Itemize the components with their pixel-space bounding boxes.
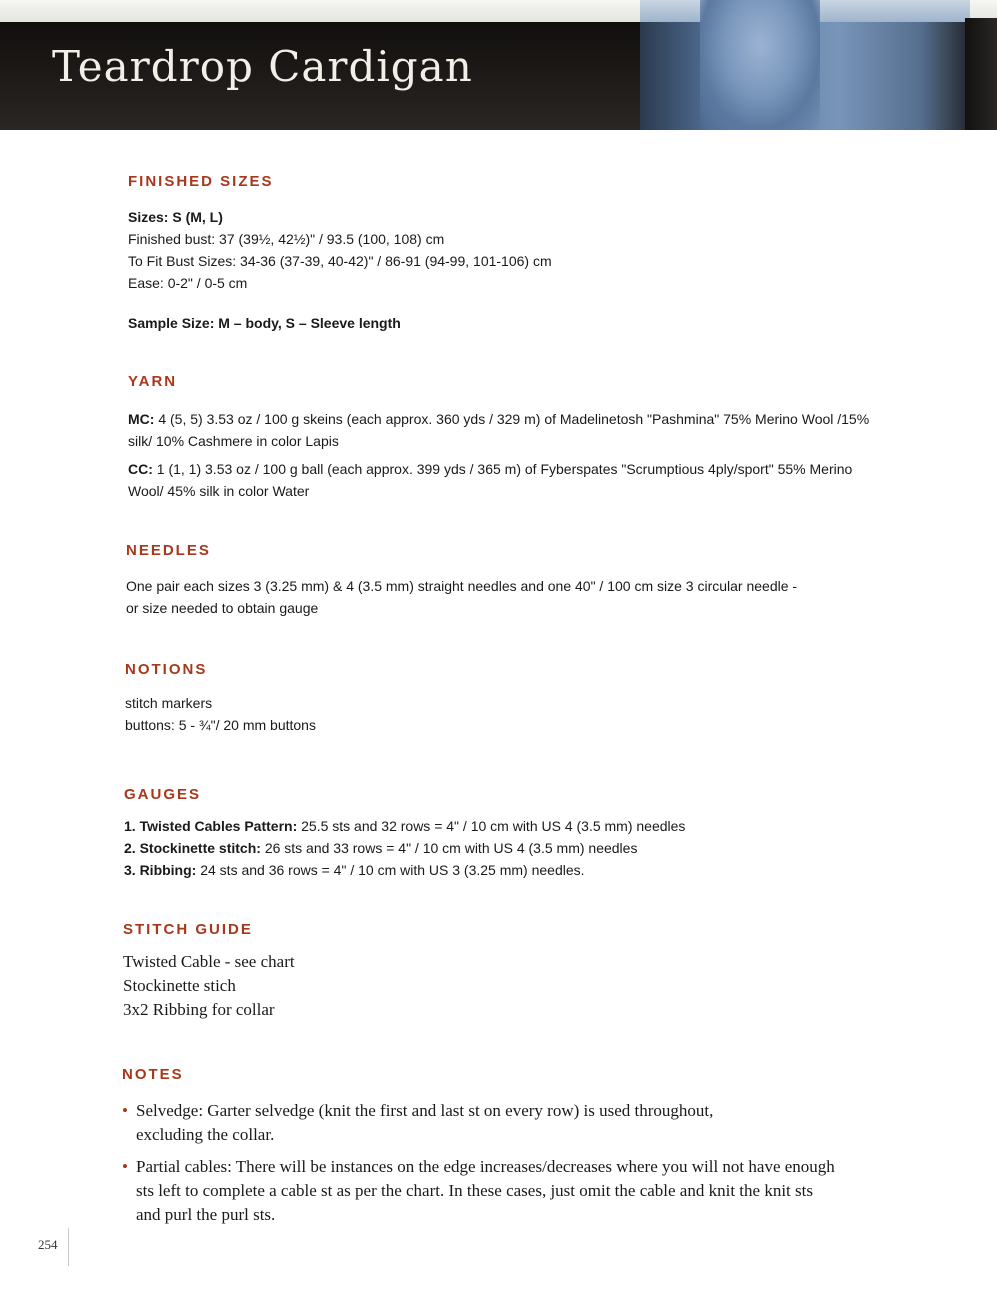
cc-text-1: 1 (1, 1) 3.53 oz / 100 g ball (each approx. 399 yds / 365 m) of Fyberspates "Scrumptious 4ply/sport" 55% Merino [156,461,853,477]
stitch-guide-heading: STITCH GUIDE [123,921,253,938]
gauge-text: 24 sts and 36 rows = 4" / 10 cm with US 3 (3.25 mm) needles. [200,862,585,878]
ease-line: Ease: 0-2" / 0-5 cm [128,275,248,291]
gauge-item [124,837,964,859]
page-number: 254 [38,1237,58,1252]
gauge-item [124,859,964,881]
note-1-line-1: Selvedge: Garter selvedge (knit the first and last st on every row) is used throughout, [136,1101,714,1120]
needles-section [126,542,966,619]
note-2-line-3: and purl the purl sts. [136,1205,276,1224]
finished-bust-line: Finished bust: 37 (39½, 42½)" / 93.5 (100, 108) cm [128,231,445,247]
note-item [122,1155,982,1227]
cc-line-1 [128,458,968,480]
notions-line-1: stitch markers [125,695,213,711]
gauge-label: 1. Twisted Cables Pattern: [124,818,298,834]
needles-line-2: or size needed to obtain gauge [126,600,319,616]
finished-sizes-heading: FINISHED SIZES [128,173,274,190]
gauges-section [124,786,964,881]
photo-teardrop-motif [700,0,820,130]
notes-heading: NOTES [122,1066,184,1083]
cardigan-photo [640,0,970,130]
stitch-guide-line-3: 3x2 Ribbing for collar [123,1000,275,1019]
bullet-icon: • [122,1157,128,1176]
cc-line-2: Wool/ 45% silk in color Water [128,483,310,499]
notions-section [125,661,965,736]
yarn-section [128,373,968,502]
bullet-icon: • [122,1101,128,1120]
notes-section [122,1066,982,1235]
yarn-heading: YARN [128,373,178,390]
page-title: Teardrop Cardigan [52,42,473,91]
stitch-guide-section [123,921,963,1022]
stitch-guide-line-2: Stockinette stich [123,976,236,995]
note-item [122,1099,982,1147]
sizes-line: Sizes: S (M, L) [128,209,223,225]
gauge-item [124,815,964,837]
gauge-text: 25.5 sts and 32 rows = 4" / 10 cm with US 4 (3.5 mm) needles [301,818,686,834]
gauge-label: 3. Ribbing: [124,862,197,878]
stitch-guide-line-1: Twisted Cable - see chart [123,952,295,971]
finished-sizes-section [128,173,968,334]
notions-heading: NOTIONS [125,661,208,678]
mc-label: MC: [128,411,155,427]
title-banner [0,0,997,130]
gauge-label: 2. Stockinette stitch: [124,840,261,856]
banner-edge [965,18,997,130]
mc-text-1: 4 (5, 5) 3.53 oz / 100 g skeins (each approx. 360 yds / 329 m) of Madelinetosh "Pashmina" 75% Merino Wool /15% [158,411,870,427]
needles-line-1: One pair each sizes 3 (3.25 mm) & 4 (3.5 mm) straight needles and one 40" / 100 cm size 3 circular needle - [126,578,798,594]
sample-size-line: Sample Size: M – body, S – Sleeve length [128,315,401,331]
fit-bust-line: To Fit Bust Sizes: 34-36 (37-39, 40-42)" / 86-91 (94-99, 101-106) cm [128,253,552,269]
note-1-line-2: excluding the collar. [136,1125,275,1144]
notions-line-2: buttons: 5 - ¾"/ 20 mm buttons [125,717,316,733]
needles-heading: NEEDLES [126,542,211,559]
mc-line-2: silk/ 10% Cashmere in color Lapis [128,433,339,449]
cc-label: CC: [128,461,153,477]
note-2-line-1: Partial cables: There will be instances on the edge increases/decreases where you will not have enough [136,1157,835,1176]
notes-list [122,1099,982,1227]
note-2-line-2: sts left to complete a cable st as per the chart. In these cases, just omit the cable and knit the knit sts [136,1181,813,1200]
mc-line-1 [128,408,968,430]
page-number-divider [68,1228,69,1266]
gauge-text: 26 sts and 33 rows = 4" / 10 cm with US 4 (3.5 mm) needles [264,840,638,856]
gauges-heading: GAUGES [124,786,202,803]
